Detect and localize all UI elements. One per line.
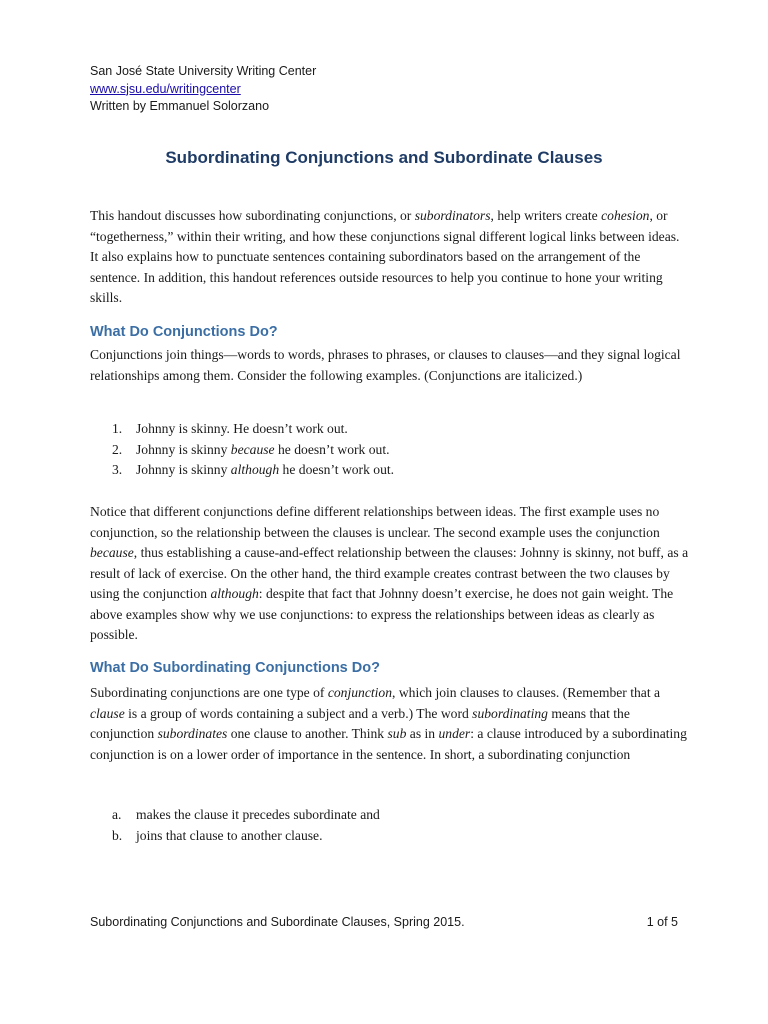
list-item [112,440,394,461]
list-marker: a. [112,807,122,822]
intro-term-cohesion: cohesion [601,208,650,223]
example-text-end: he doesn’t work out. [279,462,395,477]
author-line: Written by Emmanuel Solorzano [90,99,270,113]
intro-text-1: This handout discusses how subordinating conjunctions, or [90,208,415,223]
list-item-text: makes the clause it precedes subordinate and [136,807,380,822]
sub-text-3: is a group of words containing a subject and a verb.) The word [124,705,473,721]
institution-name: San José State University Writing Center [90,64,317,78]
page-number: 1 of 5 [646,915,678,929]
list-marker: 3. [112,462,123,477]
list-item [112,419,394,440]
sub-text-2: , which join clauses to clauses. (Remember that a [392,685,661,700]
sub-term-subordinates: subordinates [157,726,228,741]
conjunctions-paragraph: Conjunctions join things—words to words, phrases to phrases, or clauses to clauses—and they signal logical relationships among them. Consider the following examples. (Conjunctions are italicized.) [90,347,681,383]
subordinating-paragraph [90,683,690,765]
notice-text-3: : despite that fact that Johnny doesn’t exercise, he does not gain weight. The above examples show why we use conjunctions: to express the relationships between ideas as clearly as possible. [90,586,674,642]
list-marker: 1. [112,421,123,436]
list-item [112,460,394,481]
example-text-end: he doesn’t work out. [274,441,390,457]
example-text: Johnny is skinny [136,462,231,477]
section-heading-conjunctions: What Do Conjunctions Do? [90,324,278,340]
sub-term-under: under [438,726,471,741]
sub-text-4: means that the conjunction [90,705,630,741]
intro-term-subordinators: subordinators [414,208,491,223]
intro-paragraph [90,206,690,309]
sub-text-5: one clause to another. Think [227,726,388,741]
list-item-text: joins that clause to another clause. [136,827,323,843]
list-marker: b. [112,827,123,843]
sub-text-1: Subordinating conjunctions are one type of [90,685,328,700]
sub-term-sub: sub [387,726,407,741]
sub-term-subordinating: subordinating [472,705,548,721]
subordinator-roles-list [112,805,380,846]
sub-term-conjunction: conjunction [327,685,393,700]
notice-paragraph [90,502,690,646]
document-header [90,63,316,116]
sub-text-7: : a clause introduced by a subordinating conjunction is on a lower order of importance in the sentence. In short, a subordinating conjunction [90,726,687,762]
footer-document-title: Subordinating Conjunctions and Subordinate Clauses, Spring 2015. [90,915,465,929]
notice-term-although: although [210,586,259,601]
notice-text-1: Notice that different conjunctions define different relationships between ideas. The first example uses no conjunction, so the relationship between the clauses is unclear. The second example uses the conjunction [90,504,660,540]
intro-text-3: , or “togetherness,” within their writing, and how these conjunctions signal different logical links between ideas. It also explains how to punctuate sentences containing subordinators based on the arrangement of the sentence. In addition, this handout references outside resources to help you continue to hone your writing skills. [90,208,680,305]
list-item [112,826,380,847]
sub-term-clause: clause [90,705,125,721]
intro-text-2: , help writers create [490,208,602,223]
page-title: Subordinating Conjunctions and Subordinate Clauses [165,148,603,167]
page-footer [90,915,678,929]
list-marker: 2. [112,441,123,457]
notice-text-2: , thus establishing a cause-and-effect relationship between the clauses: Johnny is skinny, not buff, as a result of lack of exercise. On the other hand, the third example creates contrast between the two clauses by using the conjunction [90,545,689,601]
examples-list [112,419,394,481]
example-conjunction: because [230,441,275,457]
sub-text-6: as in [406,726,439,741]
section-heading-subordinating: What Do Subordinating Conjunctions Do? [90,660,380,676]
example-text: Johnny is skinny. He doesn’t work out. [136,421,348,436]
notice-term-because: because [90,545,134,560]
example-conjunction: although [230,462,280,477]
list-item [112,805,380,826]
example-text: Johnny is skinny [136,441,231,457]
writing-center-link[interactable]: www.sjsu.edu/writingcenter [90,81,241,96]
